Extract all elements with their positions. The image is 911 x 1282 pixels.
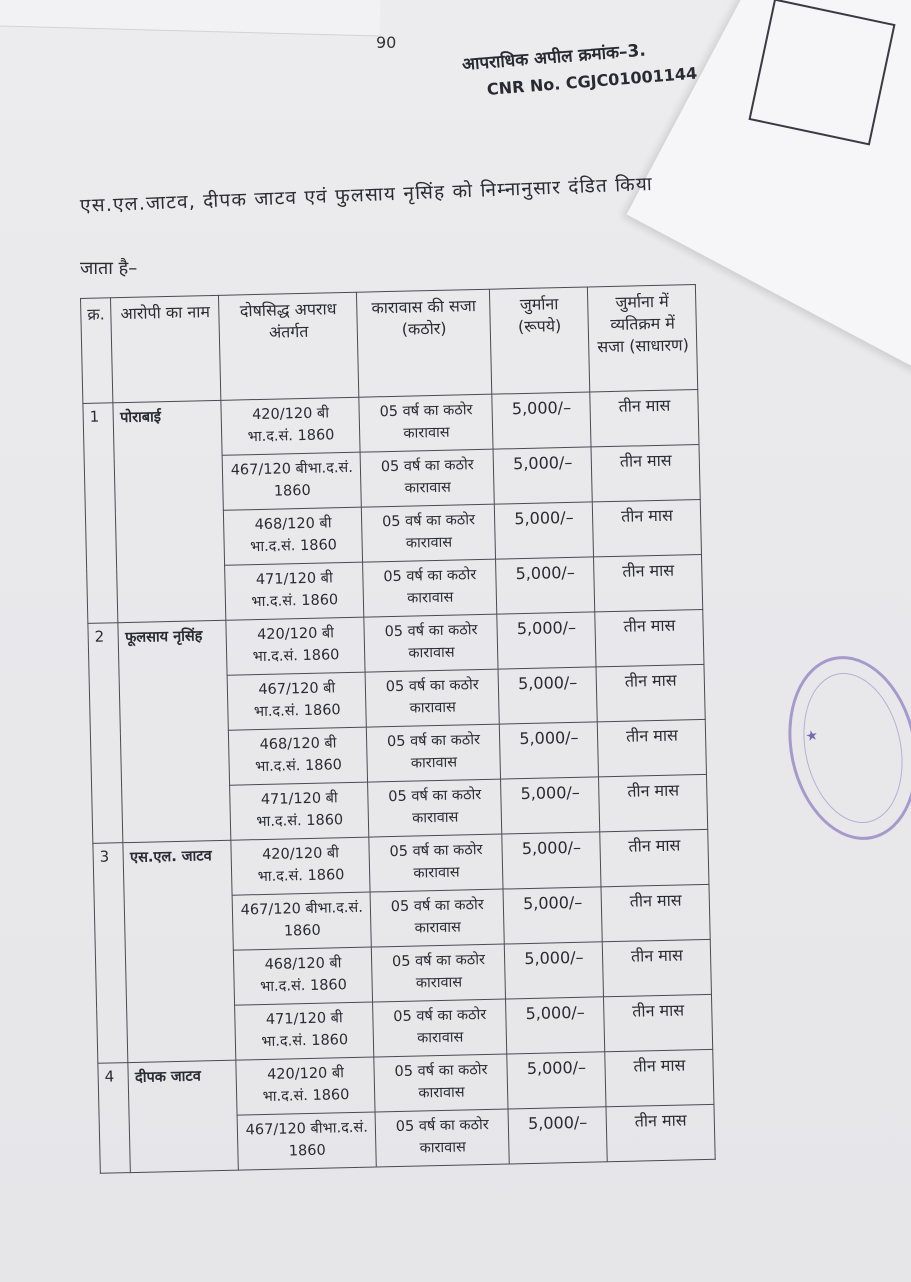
accused-name-cell: फूलसाय नृसिंह [118,620,231,842]
offence-section-cell: 468/120 बी भा.द.सं. 1860 [224,507,363,565]
accused-name-cell: दीपक जाटव [128,1060,238,1172]
default-sentence-cell: तीन मास [601,884,710,941]
table-header-row [81,285,699,404]
fine-amount-cell: 5,000/– [506,997,605,1054]
offence-section-cell: 471/120 बी भा.द.सं. 1860 [225,562,364,620]
header-serial: क्र. [81,298,114,404]
top-sheet-edge [0,0,380,36]
serial-number-cell: 2 [88,623,123,844]
default-sentence-cell: तीन मास [591,444,700,501]
header-imprisonment: कारावास की सजा (कठोर) [357,289,492,397]
default-sentence-cell: तीन मास [598,719,707,776]
serial-number-cell: 1 [83,403,118,624]
offence-section-cell: 467/120 बीभा.द.सं. 1860 [237,1112,376,1170]
imprisonment-cell: 05 वर्ष का कठोर कारावास [360,449,494,507]
offence-section-cell: 467/120 बीभा.द.सं. 1860 [232,892,371,950]
offence-section-cell: 420/120 बी भा.द.सं. 1860 [236,1057,375,1115]
fine-amount-cell: 5,000/– [495,502,594,559]
imprisonment-cell: 05 वर्ष का कठोर कारावास [359,394,493,452]
fine-amount-cell: 5,000/– [497,612,596,669]
serial-number-cell: 4 [98,1063,131,1174]
offence-section-cell: 420/120 बी भा.द.सं. 1860 [231,837,370,895]
default-sentence-cell: तीन मास [590,390,699,447]
fine-amount-cell: 5,000/– [496,557,595,614]
imprisonment-cell: 05 वर्ष का कठोर कारावास [368,779,502,837]
imprisonment-cell: 05 वर्ष का कठोर कारावास [375,1109,509,1167]
default-sentence-cell: तीन मास [606,1104,715,1161]
default-sentence-cell: तीन मास [594,554,703,611]
offence-section-cell: 468/120 बी भा.द.सं. 1860 [234,947,373,1005]
header-default-sentence: जुर्माना में व्यतिक्रम में सजा (साधारण) [588,285,698,392]
court-seal-inner-ring [790,664,911,833]
fine-amount-cell: 5,000/– [492,392,591,449]
imprisonment-cell: 05 वर्ष का कठोर कारावास [369,834,503,892]
default-sentence-cell: तीन मास [596,664,705,721]
intro-line-1: एस.एल.जाटव, दीपक जाटव एवं फुलसाय नृसिंह को निम्नानुसार दंडित किया [79,172,654,217]
default-sentence-cell: तीन मास [605,1049,714,1106]
offence-section-cell: 420/120 बी भा.द.सं. 1860 [221,397,360,455]
fine-amount-cell: 5,000/– [500,722,599,779]
imprisonment-cell: 05 वर्ष का कठोर कारावास [373,999,507,1057]
offence-section-cell: 468/120 बी भा.द.सं. 1860 [229,727,368,785]
corner-box-outline [748,0,895,146]
offence-section-cell: 467/120 बीभा.द.सं. 1860 [222,452,361,510]
offence-section-cell: 420/120 बी भा.द.सं. 1860 [226,617,365,675]
imprisonment-cell: 05 वर्ष का कठोर कारावास [362,504,496,562]
penalty-table-body [83,390,716,1174]
offence-section-cell: 471/120 बी भा.द.सं. 1860 [235,1002,374,1060]
default-sentence-cell: तीन मास [604,994,713,1051]
court-seal-stamp [772,644,911,852]
fine-amount-cell: 5,000/– [501,777,600,834]
offence-section-cell: 471/120 बी भा.द.सं. 1860 [230,782,369,840]
header-accused-name: आरोपी का नाम [111,295,221,402]
star-icon: ★ [804,727,820,746]
fine-amount-cell: 5,000/– [507,1052,606,1109]
fine-amount-cell: 5,000/– [508,1107,607,1164]
case-title: आपराधिक अपील क्रमांक–3. [461,40,647,75]
default-sentence-cell: तीन मास [603,939,712,996]
imprisonment-cell: 05 वर्ष का कठोर कारावास [365,669,499,727]
imprisonment-cell: 05 वर्ष का कठोर कारावास [372,944,506,1002]
fine-amount-cell: 5,000/– [493,447,592,504]
cnr-number: CNR No. CGJC01001144 [486,63,698,99]
header-offence-section: दोषसिद्ध अपराध अंतर्गत [219,292,359,400]
accused-name-cell: पोराबाई [113,400,226,622]
serial-number-cell: 3 [93,843,128,1064]
default-sentence-cell: तीन मास [599,774,708,831]
fine-amount-cell: 5,000/– [502,832,601,889]
imprisonment-cell: 05 वर्ष का कठोर कारावास [370,889,504,947]
imprisonment-cell: 05 वर्ष का कठोर कारावास [364,614,498,672]
fine-amount-cell: 5,000/– [503,887,602,944]
default-sentence-cell: तीन मास [600,829,709,886]
fine-amount-cell: 5,000/– [505,942,604,999]
header-fine: जुर्माना (रूपये) [490,287,590,394]
intro-line-2: जाता है– [80,258,138,279]
accused-name-cell: एस.एल. जाटव [123,840,236,1062]
imprisonment-cell: 05 वर्ष का कठोर कारावास [367,724,501,782]
default-sentence-cell: तीन मास [593,499,702,556]
page-number: 90 [376,33,397,52]
penalty-table [80,284,716,1174]
fine-amount-cell: 5,000/– [498,667,597,724]
imprisonment-cell: 05 वर्ष का कठोर कारावास [363,559,497,617]
offence-section-cell: 467/120 बी भा.द.सं. 1860 [227,672,366,730]
default-sentence-cell: तीन मास [595,609,704,666]
imprisonment-cell: 05 वर्ष का कठोर कारावास [374,1054,508,1112]
